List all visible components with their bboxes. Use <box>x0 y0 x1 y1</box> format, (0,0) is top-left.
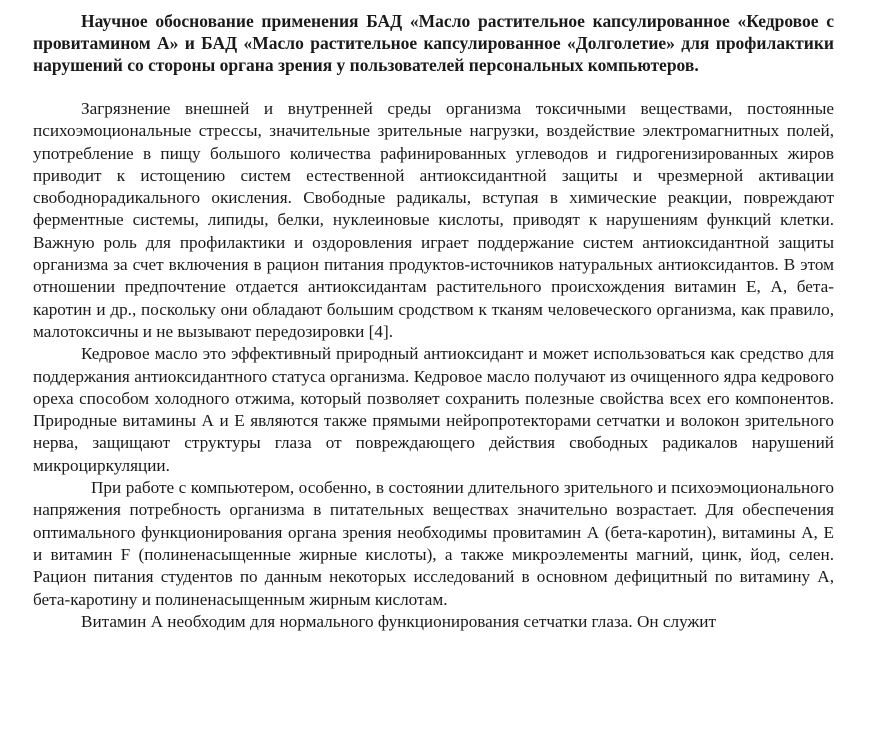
paragraph-antioxidants: Загрязнение внешней и внутренней среды организма токсичными веществами, постоянные психоэмоциональные стрессы, значительные зрительные нагрузки, воздействие электромагнитных полей, употребление в пищу большого количества рафинированных углеводов и гидрогенизированных жиров приводит к истощению систем естественной антиоксидантной защиты и чрезмерной активации свободнорадикального окисления. Свободные радикалы, вступая в химические реакции, повреждают ферментные системы, липиды, белки, нуклеиновые кислоты, приводят к нарушениям функций клетки. Важную роль для профилактики и оздоровления играет поддержание систем антиоксидантной защиты организма за счет включения в рацион питания продуктов-источников натуральных антиоксидантов. В этом отношении предпочтение отдается антиоксидантам растительного происхождения витамин Е, А, бета-каротин и др., поскольку они обладают большим сродством к тканям человеческого организма, как правило, малотоксичны и не вызывают передозировки [4]. <box>33 99 834 341</box>
paragraph-computer-work: При работе с компьютером, особенно, в состоянии длительного зрительного и психоэмоционального напряжения потребность организма в питательных веществах значительно возрастает. Для обеспечения оптимального функционирования органа зрения необходимы провитамин А (бета-каротин), витамины А, Е и витамин F (полиненасыщенные жирные кислоты), а также микроэлементы магний, цинк, йод, селен. Рацион питания студентов по данным некоторых исследований в основном дефицитный по витамину А, бета-каротину и полиненасыщенным жирным кислотам. <box>33 478 834 609</box>
document-title: Научное обоснование применения БАД «Масло растительное капсулированное «Кедровое с провитамином А» и БАД «Масло растительное капсулированное «Долголетие» для профилактики нарушений со стороны органа зрения у пользователей персональных компьютеров. <box>33 11 834 75</box>
paragraph-vitamin-a: Витамин А необходим для нормального функционирования сетчатки глаза. Он служит <box>81 611 717 631</box>
paragraph-cedar-oil: Кедровое масло это эффективный природный антиоксидант и может использоваться как средство для поддержания антиоксидантного статуса организма. Кедровое масло получают из очищенного ядра кедрового ореха способом холодного отжима, который позволяет сохранить полезные свойства всех его компонентов. Природные витамины А и Е являются также прямыми нейропротекторами сетчатки и волокон зрительного нерва, защищают структуры глаза от повреждающего действия свободных радикалов нарушений микроциркуляции. <box>33 344 834 475</box>
document-page <box>33 10 834 633</box>
